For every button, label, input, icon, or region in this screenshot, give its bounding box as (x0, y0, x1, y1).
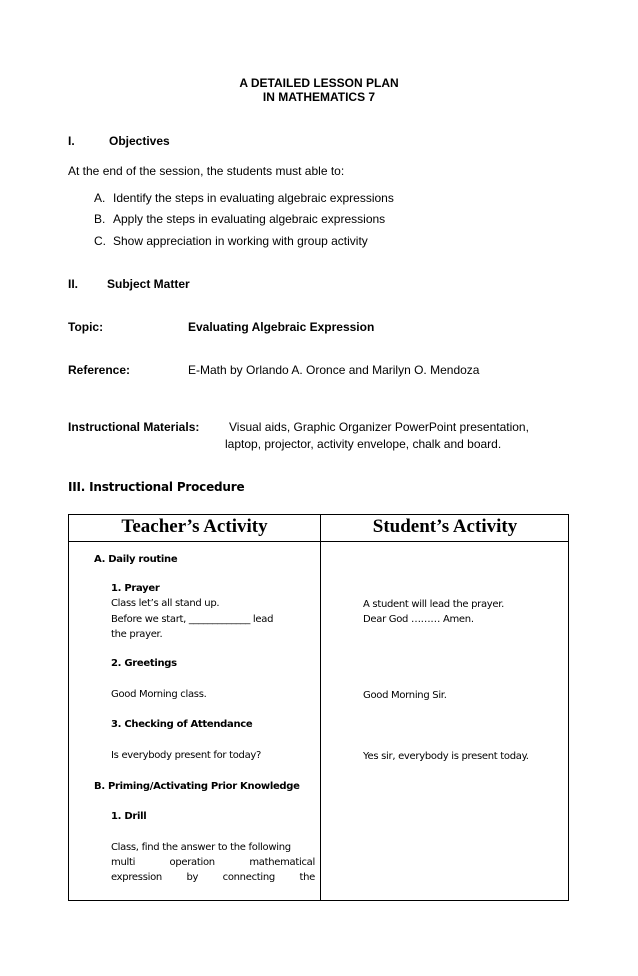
prayer-student-line1: A student will lead the prayer. (363, 599, 505, 610)
reference-value: E-Math by Orlando A. Oronce and Marilyn O. Mendoza (188, 363, 480, 377)
student-activity-header: Student’s Activity (372, 516, 518, 537)
objective-text-c: Show appreciation in working with group activity (113, 234, 368, 248)
topic-value: Evaluating Algebraic Expression (188, 320, 375, 334)
reference-label: Reference: (68, 363, 131, 377)
table-header-divider (69, 541, 568, 542)
drill-word: expression (111, 872, 162, 883)
attendance-heading: 3. Checking of Attendance (111, 719, 253, 730)
greetings-student: Good Morning Sir. (363, 690, 447, 701)
drill-heading: 1. Drill (111, 811, 147, 822)
section-a-daily-routine: A. Daily routine (94, 554, 178, 565)
section-numeral-1: I. (68, 134, 75, 148)
materials-line2: laptop, projector, activity envelope, chalk and board. (225, 437, 502, 451)
objectives-heading: Objectives (109, 134, 170, 148)
prayer-teacher-line3: the prayer. (111, 629, 163, 640)
objective-letter-c: C. (94, 234, 106, 248)
objective-text-a: Identify the steps in evaluating algebraic expressions (113, 191, 394, 205)
materials-label: Instructional Materials: (68, 420, 200, 434)
drill-line1: Class, find the answer to the following (111, 842, 291, 853)
drill-word: connecting (222, 872, 275, 883)
topic-label: Topic: (68, 320, 104, 334)
prayer-teacher-line2: Before we start, _____________ lead (111, 614, 274, 625)
document-title-line1: A DETAILED LESSON PLAN (239, 76, 399, 90)
drill-word: mathematical (249, 857, 315, 868)
materials-line1: Visual aids, Graphic Organizer PowerPoint presentation, (229, 420, 529, 434)
attendance-teacher: Is everybody present for today? (111, 750, 262, 761)
procedure-heading: III. Instructional Procedure (68, 480, 245, 494)
drill-line3 (111, 872, 315, 883)
drill-word: the (299, 872, 315, 883)
activity-table (68, 514, 569, 901)
table-column-divider (320, 515, 321, 900)
prayer-student-line2: Dear God ……… Amen. (363, 614, 474, 625)
greetings-teacher: Good Morning class. (111, 689, 207, 700)
drill-word: by (186, 872, 199, 883)
drill-word: multi (111, 857, 136, 868)
section-numeral-2: II. (68, 277, 79, 291)
greetings-heading: 2. Greetings (111, 658, 177, 669)
objectives-intro: At the end of the session, the students must able to: (68, 164, 345, 178)
objective-letter-b: B. (94, 212, 106, 226)
subject-matter-heading: Subject Matter (107, 277, 190, 291)
document-title-line2: IN MATHEMATICS 7 (262, 90, 376, 104)
teacher-activity-header: Teacher’s Activity (121, 516, 268, 537)
prayer-teacher-line1: Class let’s all stand up. (111, 598, 220, 609)
objective-letter-a: A. (94, 191, 106, 205)
objective-text-b: Apply the steps in evaluating algebraic expressions (113, 212, 386, 226)
drill-word: operation (169, 857, 215, 868)
drill-line2 (111, 857, 315, 868)
attendance-student: Yes sir, everybody is present today. (363, 751, 529, 762)
section-b-priming: B. Priming/Activating Prior Knowledge (94, 781, 300, 792)
prayer-heading: 1. Prayer (111, 583, 160, 594)
